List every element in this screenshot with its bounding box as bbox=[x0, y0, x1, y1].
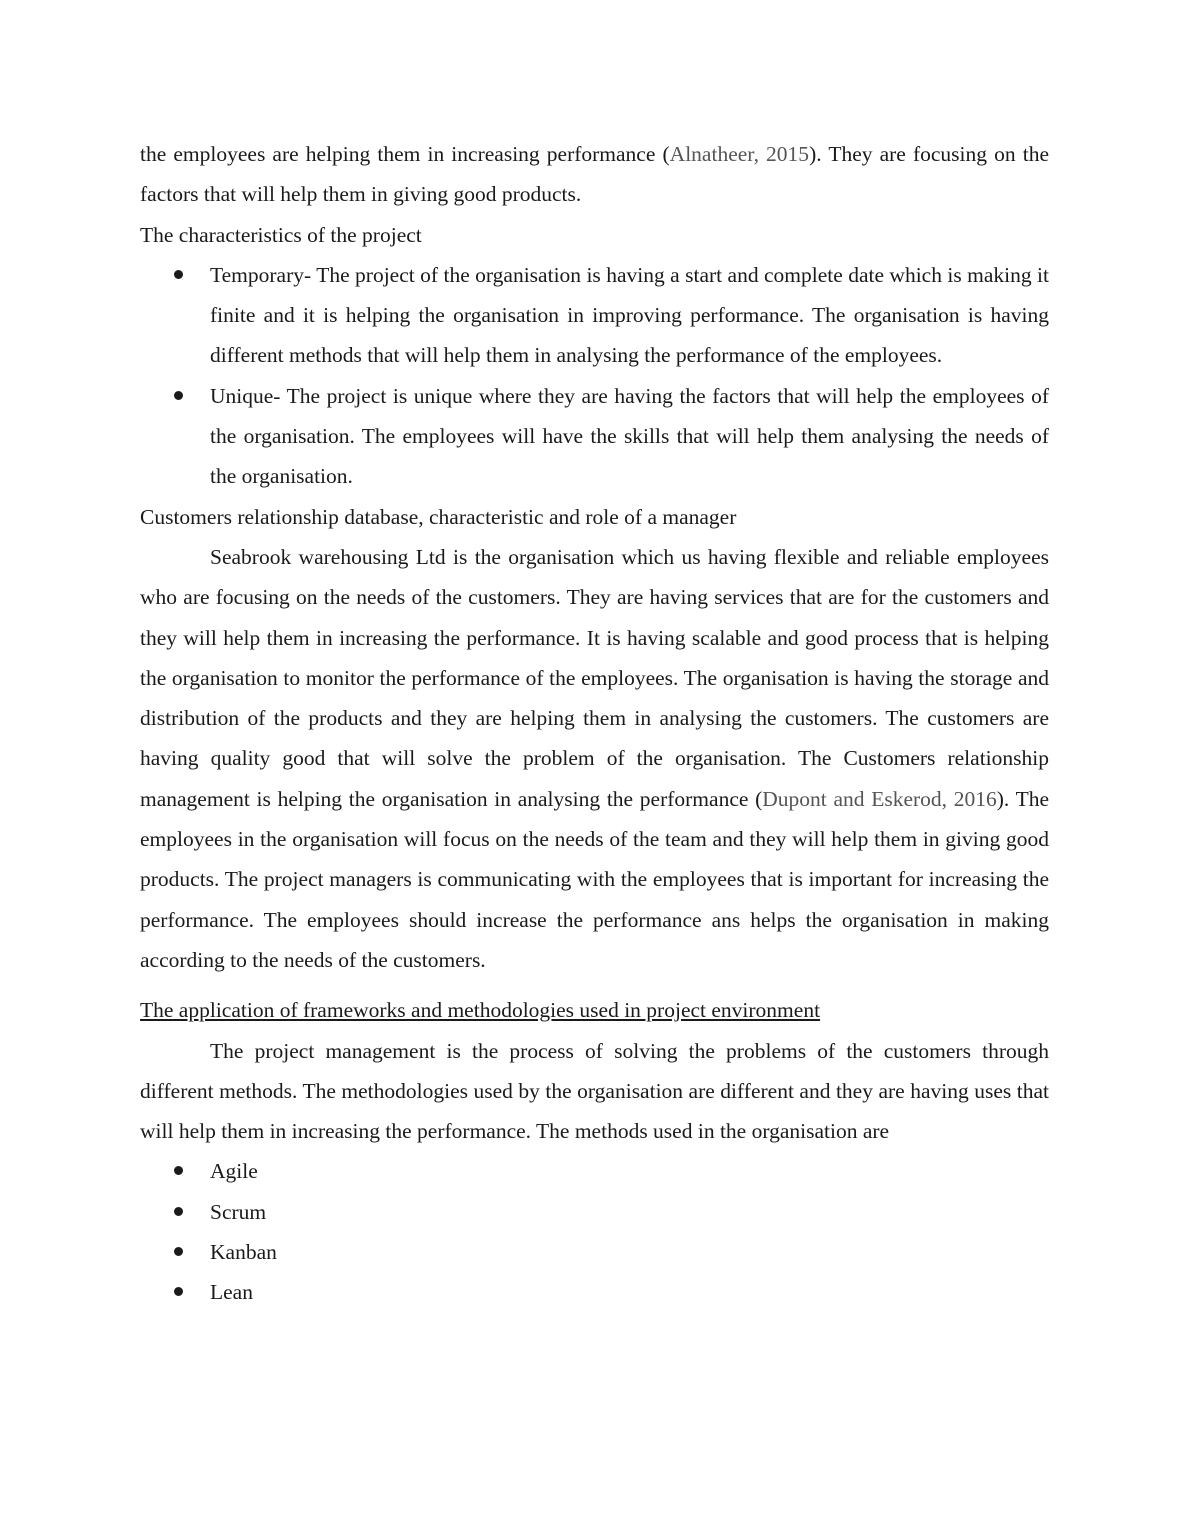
intro-text-a: the employees are helping them in increasing performance ( bbox=[140, 142, 670, 166]
bullet-icon bbox=[174, 391, 183, 400]
list-item-unique bbox=[140, 376, 1049, 497]
list-item-text: Unique- The project is unique where they are having the factors that will help the employees of the organisation. The employees will have the skills that will help them analysing the needs of the organisation. bbox=[210, 383, 1049, 489]
bullet-icon bbox=[174, 1207, 183, 1216]
crm-citation: Dupont and Eskerod, 2016 bbox=[762, 786, 997, 811]
crm-paragraph bbox=[140, 537, 1049, 980]
list-item-text: Temporary- The project of the organisation is having a start and complete date which is making it finite and it is helping the organisation in improving performance. The organisation is having different methods that will help them in analysing the performance of the employees. bbox=[210, 262, 1049, 368]
list-item-lean bbox=[140, 1272, 1049, 1312]
list-item-kanban bbox=[140, 1232, 1049, 1272]
crm-text-b: ). The employees in the organisation will focus on the needs of the team and they will help them in giving good products. The project managers is communicating with the employees that is important for increasing the performance. The employees should increase the performance ans helps the organisation in making according to the needs of the customers. bbox=[140, 786, 1050, 972]
characteristics-list bbox=[140, 255, 1049, 497]
list-item-text: Lean bbox=[210, 1280, 253, 1305]
list-item-agile bbox=[140, 1151, 1049, 1191]
characteristics-heading: The characteristics of the project bbox=[140, 222, 422, 247]
list-item-text: Agile bbox=[210, 1159, 258, 1184]
list-item-scrum bbox=[140, 1192, 1049, 1232]
intro-citation: Alnatheer, 2015 bbox=[669, 142, 810, 166]
frameworks-paragraph: The project management is the process of solving the problems of the customers through different methods. The methodologies used by the organisation are different and they are having uses that will help them in increasing the performance. The methods used in the organisation are bbox=[140, 1038, 1049, 1144]
bullet-icon bbox=[174, 1247, 183, 1256]
bullet-icon bbox=[174, 1166, 183, 1175]
document-page bbox=[140, 134, 1049, 1313]
frameworks-heading: The application of frameworks and methodologies used in project environment bbox=[140, 998, 821, 1023]
list-item-text: Scrum bbox=[210, 1199, 267, 1224]
crm-heading: Customers relationship database, characteristic and role of a manager bbox=[140, 504, 737, 529]
list-item-temporary bbox=[140, 255, 1049, 376]
bullet-icon bbox=[174, 270, 183, 279]
list-item-text: Kanban bbox=[210, 1240, 277, 1265]
crm-text-a: Seabrook warehousing Ltd is the organisation which us having flexible and reliable employees who are focusing on the needs of the customers. They are having services that are for the customers and they will help them in increasing the performance. It is having scalable and good process that is helping the organisation to monitor the performance of the employees. The organisation is having the storage and distribution of the products and they are helping them in analysing the customers. The customers are having quality good that will solve the problem of the organisation. The Customers relationship management is helping the organisation in analysing the performance ( bbox=[140, 544, 1049, 811]
intro-text-b: ). They are focusing on the factors that will help them in giving good products. bbox=[140, 142, 1049, 207]
methods-list bbox=[140, 1151, 1049, 1312]
intro-paragraph bbox=[140, 134, 1049, 215]
bullet-icon bbox=[174, 1287, 183, 1296]
